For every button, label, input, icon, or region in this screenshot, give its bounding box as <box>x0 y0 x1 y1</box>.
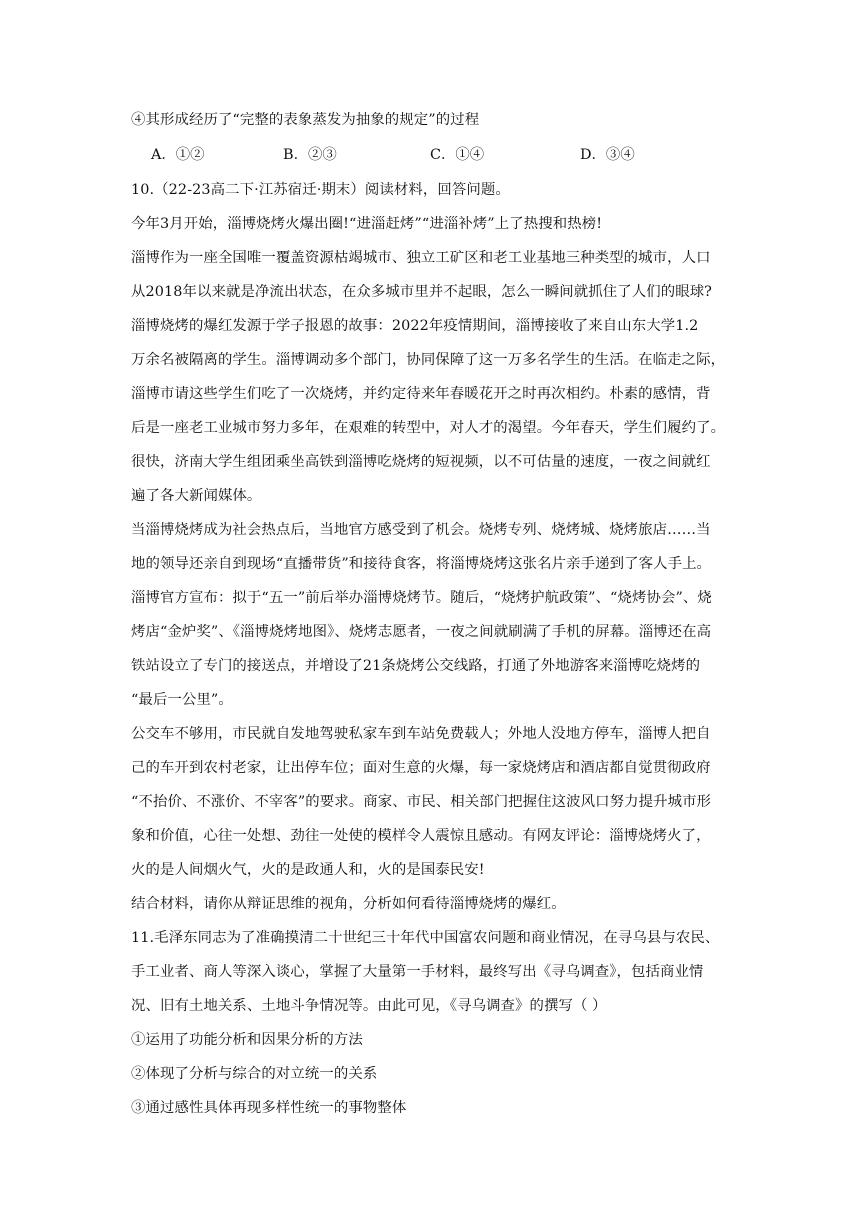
option-statement-2: ②体现了分析与综合的对立统一的关系 <box>131 1066 378 1082</box>
material-paragraph-3-line: 后是一座老工业城市努力多年，在艰难的转型中，对人才的渴望。今年春天，学生们履约了。 <box>131 420 726 436</box>
material-paragraph-4-line: 淄博官方宣布：拟于“五一”前后举办淄博烧烤节。随后，“烧烤护航政策”、“烧烤协会”、烧 <box>131 590 712 606</box>
material-paragraph-3-line: 万余名被隔离的学生。淄博调动多个部门，协同保障了这一万多名学生的生活。在临走之际， <box>131 352 726 368</box>
material-paragraph-2-line: 从2018年以来就是净流出状态，在众多城市里并不起眼，怎么一瞬间就抓住了人们的眼球? <box>131 284 712 300</box>
question-11-stem-line: 手工业者、商人等深入谈心，掌握了大量第一手材料，最终写出《寻乌调查》，包括商业情 <box>131 964 704 980</box>
question-11-stem-line: 11.毛泽东同志为了准确摸清二十世纪三十年代中国富农问题和商业情况，在寻乌县与农民、 <box>131 930 720 946</box>
option-statement-1: ①运用了功能分析和因果分析的方法 <box>131 1032 363 1048</box>
material-paragraph-5-line: 公交车不够用，市民就自发地驾驶私家车到车站免费载人；外地人没地方停车，淄博人把自 <box>131 726 711 742</box>
material-paragraph-3-line: 淄博市请这些学生们吃了一次烧烤，并约定待来年春暖花开之时再次相约。朴素的感情，背 <box>131 386 711 402</box>
option-c[interactable]: C．①④ <box>430 147 485 163</box>
question-11-stem-line: 况、旧有土地关系、土地斗争情况等。由此可见，《寻乌调查》的撰写（ ） <box>131 998 607 1014</box>
answer-options <box>0 145 860 165</box>
material-paragraph-3-line: 遍了各大新闻媒体。 <box>131 488 262 504</box>
material-paragraph-5-line: 象和价值，心往一处想、劲往一处使的模样令人震惊且感动。有网友评论：淄博烧烤火了， <box>131 828 711 844</box>
option-statement-4: ④其形成经历了“完整的表象蒸发为抽象的规定”的过程 <box>131 112 480 128</box>
material-paragraph-3-line: 很快，济南大学生组团乘坐高铁到淄博吃烧烤的短视频，以不可估量的速度，一夜之间就红 <box>131 454 711 470</box>
material-paragraph-4-line: “最后一公里”。 <box>131 692 233 708</box>
option-d[interactable]: D．③④ <box>580 147 635 163</box>
material-paragraph-5-line: “不抬价、不涨价、不宰客”的要求。商家、市民、相关部门把握住这波风口努力提升城市形 <box>131 794 712 810</box>
material-paragraph-5-line: 己的车开到农村老家，让出停车位；面对生意的火爆，每一家烧烤店和酒店都自觉贯彻政府 <box>131 760 711 776</box>
material-paragraph-4-line: 当淄博烧烤成为社会热点后，当地官方感受到了机会。烧烤专列、烧烤城、烧烤旅店……当 <box>131 522 711 538</box>
question-10-prompt: 结合材料，请你从辩证思维的视角，分析如何看待淄博烧烤的爆红。 <box>131 896 566 912</box>
material-paragraph-5-line: 火的是人间烟火气，火的是政通人和，火的是国泰民安! <box>131 862 485 878</box>
question-10-stem: 10.（22-23高二下·江苏宿迁·期末）阅读材料，回答问题。 <box>131 182 510 198</box>
material-paragraph-1: 今年3月开始，淄博烧烤火爆出圈!“进淄赶烤”“进淄补烤”上了热搜和热榜! <box>131 216 603 232</box>
material-paragraph-4-line: 铁站设立了专门的接送点，并增设了21条烧烤公交线路，打通了外地游客来淄博吃烧烤的 <box>131 658 701 674</box>
option-b[interactable]: B．②③ <box>283 147 337 163</box>
material-paragraph-2-line: 淄博作为一座全国唯一覆盖资源枯竭城市、独立工矿区和老工业基地三种类型的城市，人口 <box>131 250 711 266</box>
material-paragraph-3-line: 淄博烧烤的爆红发源于学子报恩的故事：2022年疫情期间，淄博接收了来自山东大学1.2 <box>131 318 699 334</box>
option-statement-3: ③通过感性具体再现多样性统一的事物整体 <box>131 1100 407 1116</box>
material-paragraph-4-line: 地的领导还亲自到现场“直播带货”和接待食客，将淄博烧烤这张名片亲手递到了客人手上。 <box>131 556 712 572</box>
option-a[interactable]: A．①② <box>151 147 205 163</box>
material-paragraph-4-line: 烤店“金炉奖”、《淄博烧烤地图》、烧烤志愿者，一夜之间就刷满了手机的屏幕。淄博还在高 <box>131 624 712 640</box>
